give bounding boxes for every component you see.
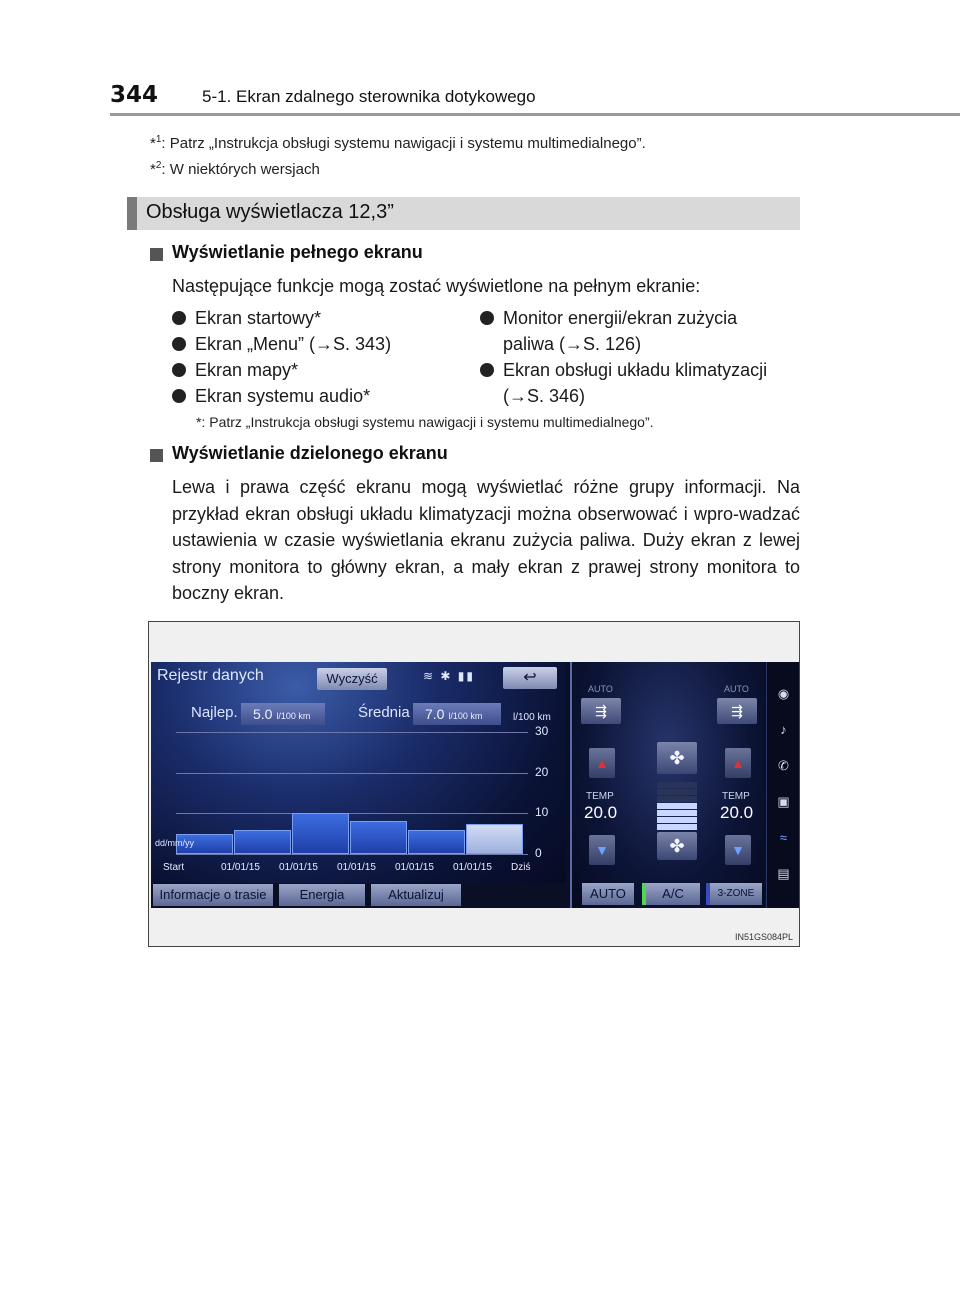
footnote-note: *: Patrz „Instrukcja obsługi systemu nawigacji i systemu multimedialnego”.	[196, 414, 654, 430]
airflow-left-icon[interactable]: ⇶	[581, 698, 621, 724]
square-bullet-icon	[150, 248, 163, 261]
x-tick-label: 01/01/15	[221, 862, 260, 873]
x-tick-label: 01/01/15	[453, 862, 492, 873]
ac-button[interactable]: A/C	[642, 883, 700, 905]
screen-illustration	[148, 621, 800, 947]
chart-bar	[350, 821, 407, 854]
grid-line	[176, 854, 528, 855]
average-label: Średnia	[358, 704, 410, 721]
temp-down-right-icon[interactable]: ▼	[725, 835, 751, 865]
bullet-icon	[480, 311, 494, 325]
best-label: Najlep.	[191, 704, 238, 721]
back-arrow-icon[interactable]: ↩	[503, 667, 557, 689]
best-value-box: 5.0 l/100 km	[241, 703, 325, 725]
fan-level-segment	[657, 789, 697, 795]
x-tick-label: 01/01/15	[279, 862, 318, 873]
auto-left-label: AUTO	[588, 684, 613, 694]
bullet-icon	[172, 311, 186, 325]
page-number: 344	[110, 82, 159, 108]
split-screen-heading: Wyświetlanie dzielonego ekranu	[172, 443, 448, 463]
tab-trip-info[interactable]: Informacje o trasie	[153, 884, 273, 906]
airflow-right-icon[interactable]: ⇶	[717, 698, 757, 724]
image-code: IN51GS084PL	[734, 932, 793, 942]
split-screen-paragraph: Lewa i prawa część ekranu mogą wyświetlać różne grupy informacji. Na przykład ekran obsługi układu klimatyzacji można obserwować i wpro-wadzać ustawienia w czasie wyświetlania ekranu zużycia paliwa. Duży ekran z lewej strony monitora to główny ekran, a mały ekran z prawej strony monitora to boczny ekran.	[172, 477, 800, 603]
chart-bar	[408, 830, 465, 854]
temp-up-right-icon[interactable]: ▲	[725, 748, 751, 778]
section-breadcrumb: 5-1. Ekran zdalnego sterownika dotykowego	[202, 87, 536, 106]
temp-right-label: TEMP	[722, 791, 750, 802]
status-icons: ≋ ✱ ▮▮	[423, 669, 475, 683]
clear-button[interactable]: Wyczyść	[317, 668, 387, 690]
bottom-tabs	[151, 883, 566, 908]
auto-button[interactable]: AUTO	[582, 883, 634, 905]
side-menu	[766, 662, 799, 908]
y-tick-label: 10	[535, 805, 549, 820]
chart-bar	[292, 813, 349, 854]
date-format-label: dd/mm/yy	[155, 838, 195, 848]
tab-update[interactable]: Aktualizuj	[371, 884, 461, 906]
full-screen-heading: Wyświetlanie pełnego ekranu	[172, 242, 423, 262]
display-icon[interactable]: ▤	[777, 866, 790, 881]
screen-title: Rejestr danych	[157, 667, 264, 684]
music-icon[interactable]: ♪	[780, 722, 787, 737]
auto-right-label: AUTO	[724, 684, 749, 694]
fan-level-segment	[657, 803, 697, 809]
page-header	[110, 82, 950, 112]
temp-down-left-icon[interactable]: ▼	[589, 835, 615, 865]
temp-up-left-icon[interactable]: ▲	[589, 748, 615, 778]
temp-right-value: 20.0	[720, 803, 754, 822]
section-title-bar	[127, 197, 800, 230]
x-tick-label: Dziś	[511, 862, 531, 873]
y-tick-label: 0	[535, 846, 542, 860]
x-tick-label: 01/01/15	[337, 862, 376, 873]
temp-left-value: 20.0	[584, 803, 618, 822]
side-screen	[570, 662, 764, 908]
header-rule	[110, 113, 960, 116]
three-zone-button[interactable]: 3-ZONE	[706, 883, 762, 905]
bullet-icon	[172, 337, 186, 351]
chart-bar	[466, 824, 523, 855]
navigation-icon[interactable]: ◉	[777, 686, 790, 701]
footnote-1: *$^1$: Patrz „Instrukcja obsługi systemu nawigacji i systemu multimedialnego”.	[150, 134, 646, 152]
bullet-icon	[172, 363, 186, 377]
phone-icon[interactable]: ✆	[778, 758, 789, 773]
full-screen-intro: Następujące funkcje mogą zostać wyświetlone na pełnym ekranie:	[172, 276, 701, 296]
grid-line	[176, 813, 528, 814]
fan-level-segment	[657, 817, 697, 823]
tab-energy[interactable]: Energia	[279, 884, 365, 906]
y-tick-label: 30	[535, 724, 549, 738]
x-tick-label: 01/01/15	[395, 862, 434, 873]
fan-up-icon[interactable]: ✤	[657, 742, 697, 774]
image-icon[interactable]: ▣	[777, 794, 790, 809]
footnote-2: *$^2$: W niektórych wersjach	[150, 160, 320, 178]
y-axis-unit: l/100 km	[513, 712, 551, 723]
section-title: Obsługa wyświetlacza 12,3”	[146, 201, 394, 223]
square-bullet-icon	[150, 449, 163, 462]
display-screen	[151, 662, 799, 908]
grid-line	[176, 773, 528, 774]
temp-left-label: TEMP	[586, 791, 614, 802]
fan-down-icon[interactable]: ✤	[657, 832, 697, 860]
x-tick-label: Start	[163, 862, 185, 873]
fan-level-segment	[657, 796, 697, 802]
bullet-icon	[172, 389, 186, 403]
fan-level-segment	[657, 782, 697, 788]
main-screen	[151, 662, 566, 908]
climate-icon[interactable]: ≈	[779, 830, 788, 845]
bullet-icon	[480, 363, 494, 377]
chart-bar	[234, 830, 291, 854]
average-value-box: 7.0 l/100 km	[413, 703, 501, 725]
grid-line	[176, 732, 528, 733]
y-tick-label: 20	[535, 764, 549, 779]
fan-level-segment	[657, 824, 697, 830]
fan-level-segment	[657, 810, 697, 816]
